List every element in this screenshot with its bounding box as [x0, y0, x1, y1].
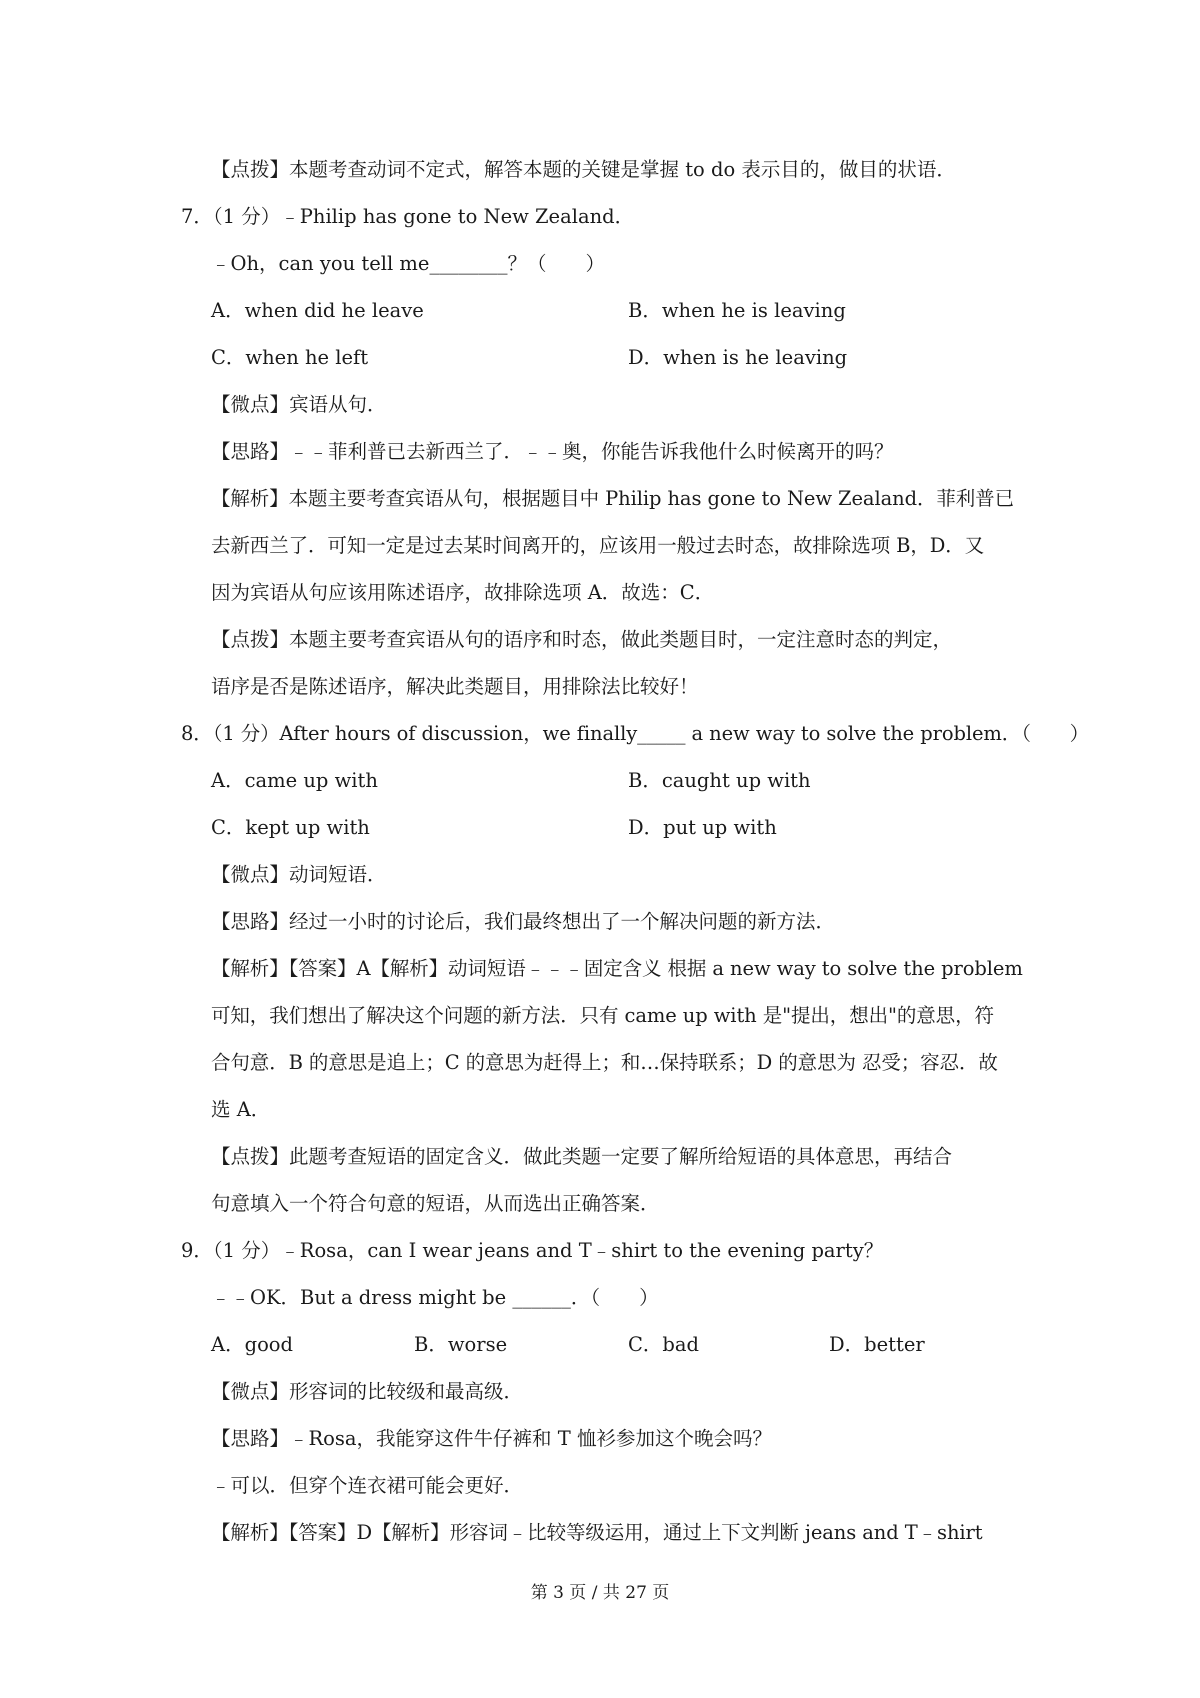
option-c: C．kept up with — [211, 816, 370, 839]
option-a: A．came up with — [211, 769, 378, 792]
text-line: 【点拨】本题主要考查宾语从句的语序和时态，做此类题目时，一定注意时态的判定， — [211, 628, 953, 651]
text-line: ﹣﹣OK．But a dress might be ______．（ ） — [211, 1286, 659, 1309]
text-line: 语序是否是陈述语序，解决此类题目，用排除法比较好！ — [211, 675, 699, 698]
option-c: C．when he left — [211, 346, 369, 369]
text-line: 可知，我们想出了解决这个问题的新方法．只有 came up with 是"提出，想出"的意思，符 — [211, 1004, 994, 1027]
text-line: 【微点】动词短语． — [211, 863, 387, 886]
option-d: D．put up with — [628, 816, 777, 839]
text-line: ﹣可以．但穿个连衣裙可能会更好． — [211, 1474, 524, 1497]
text-line: 选 A． — [211, 1098, 271, 1121]
text-line: 【微点】宾语从句． — [211, 393, 387, 416]
text-line: 【思路】﹣﹣菲利普已去新西兰了．﹣﹣奥，你能告诉我他什么时候离开的吗？ — [211, 440, 894, 463]
text-line: ﹣Oh，can you tell me________？（ ） — [211, 252, 605, 275]
option-d: D．better — [829, 1333, 925, 1356]
option-a: A．when did he leave — [211, 299, 424, 322]
option-b: B．caught up with — [628, 769, 811, 792]
option-a: A．good — [211, 1333, 294, 1356]
question-stem: 9．（1 分）﹣Rosa，can I wear jeans and T﹣shirt to the evening party？ — [181, 1239, 884, 1262]
option-c: C．bad — [628, 1333, 700, 1356]
text-line: 【解析】本题主要考查宾语从句，根据题目中 Philip has gone to New Zealand．菲利普已 — [211, 487, 1014, 510]
text-line: 因为宾语从句应该用陈述语序，故排除选项 A．故选：C． — [211, 581, 715, 604]
question-stem: 7．（1 分）﹣Philip has gone to New Zealand． — [181, 205, 635, 228]
text-line: 【点拨】此题考查短语的固定含义．做此类题一定要了解所给短语的具体意思，再结合 — [211, 1145, 953, 1168]
text-line: 去新西兰了．可知一定是过去某时间离开的，应该用一般过去时态，故排除选项 B，D．又 — [211, 534, 985, 557]
text-line: 句意填入一个符合句意的短语，从而选出正确答案． — [211, 1192, 660, 1215]
text-line: 【思路】﹣Rosa，我能穿这件牛仔裤和 T 恤衫参加这个晚会吗？ — [211, 1427, 772, 1450]
page-footer: 第 3 页 / 共 27 页 — [530, 1583, 670, 1603]
text-line: 【解析】【答案】D【解析】形容词﹣比较等级运用，通过上下文判断 jeans and T﹣shirt — [211, 1521, 983, 1544]
text-line: 【点拨】本题考查动词不定式，解答本题的关键是掌握 to do 表示目的，做目的状语． — [211, 158, 956, 181]
text-line: 【解析】【答案】A【解析】动词短语﹣﹣﹣固定含义 根据 a new way to solve the problem — [211, 957, 1023, 980]
question-stem: 8．（1 分）After hours of discussion，we finally_____ a new way to solve the problem．（ ） — [181, 722, 1090, 745]
text-line: 【微点】形容词的比较级和最高级． — [211, 1380, 524, 1403]
option-b: B．when he is leaving — [628, 299, 846, 322]
text-line: 合句意．B 的意思是追上；C 的意思为赶得上；和…保持联系；D 的意思为 忍受；容忍．故 — [211, 1051, 998, 1074]
option-d: D．when is he leaving — [628, 346, 848, 369]
text-line: 【思路】经过一小时的讨论后，我们最终想出了一个解决问题的新方法． — [211, 910, 836, 933]
option-b: B．worse — [414, 1333, 508, 1356]
